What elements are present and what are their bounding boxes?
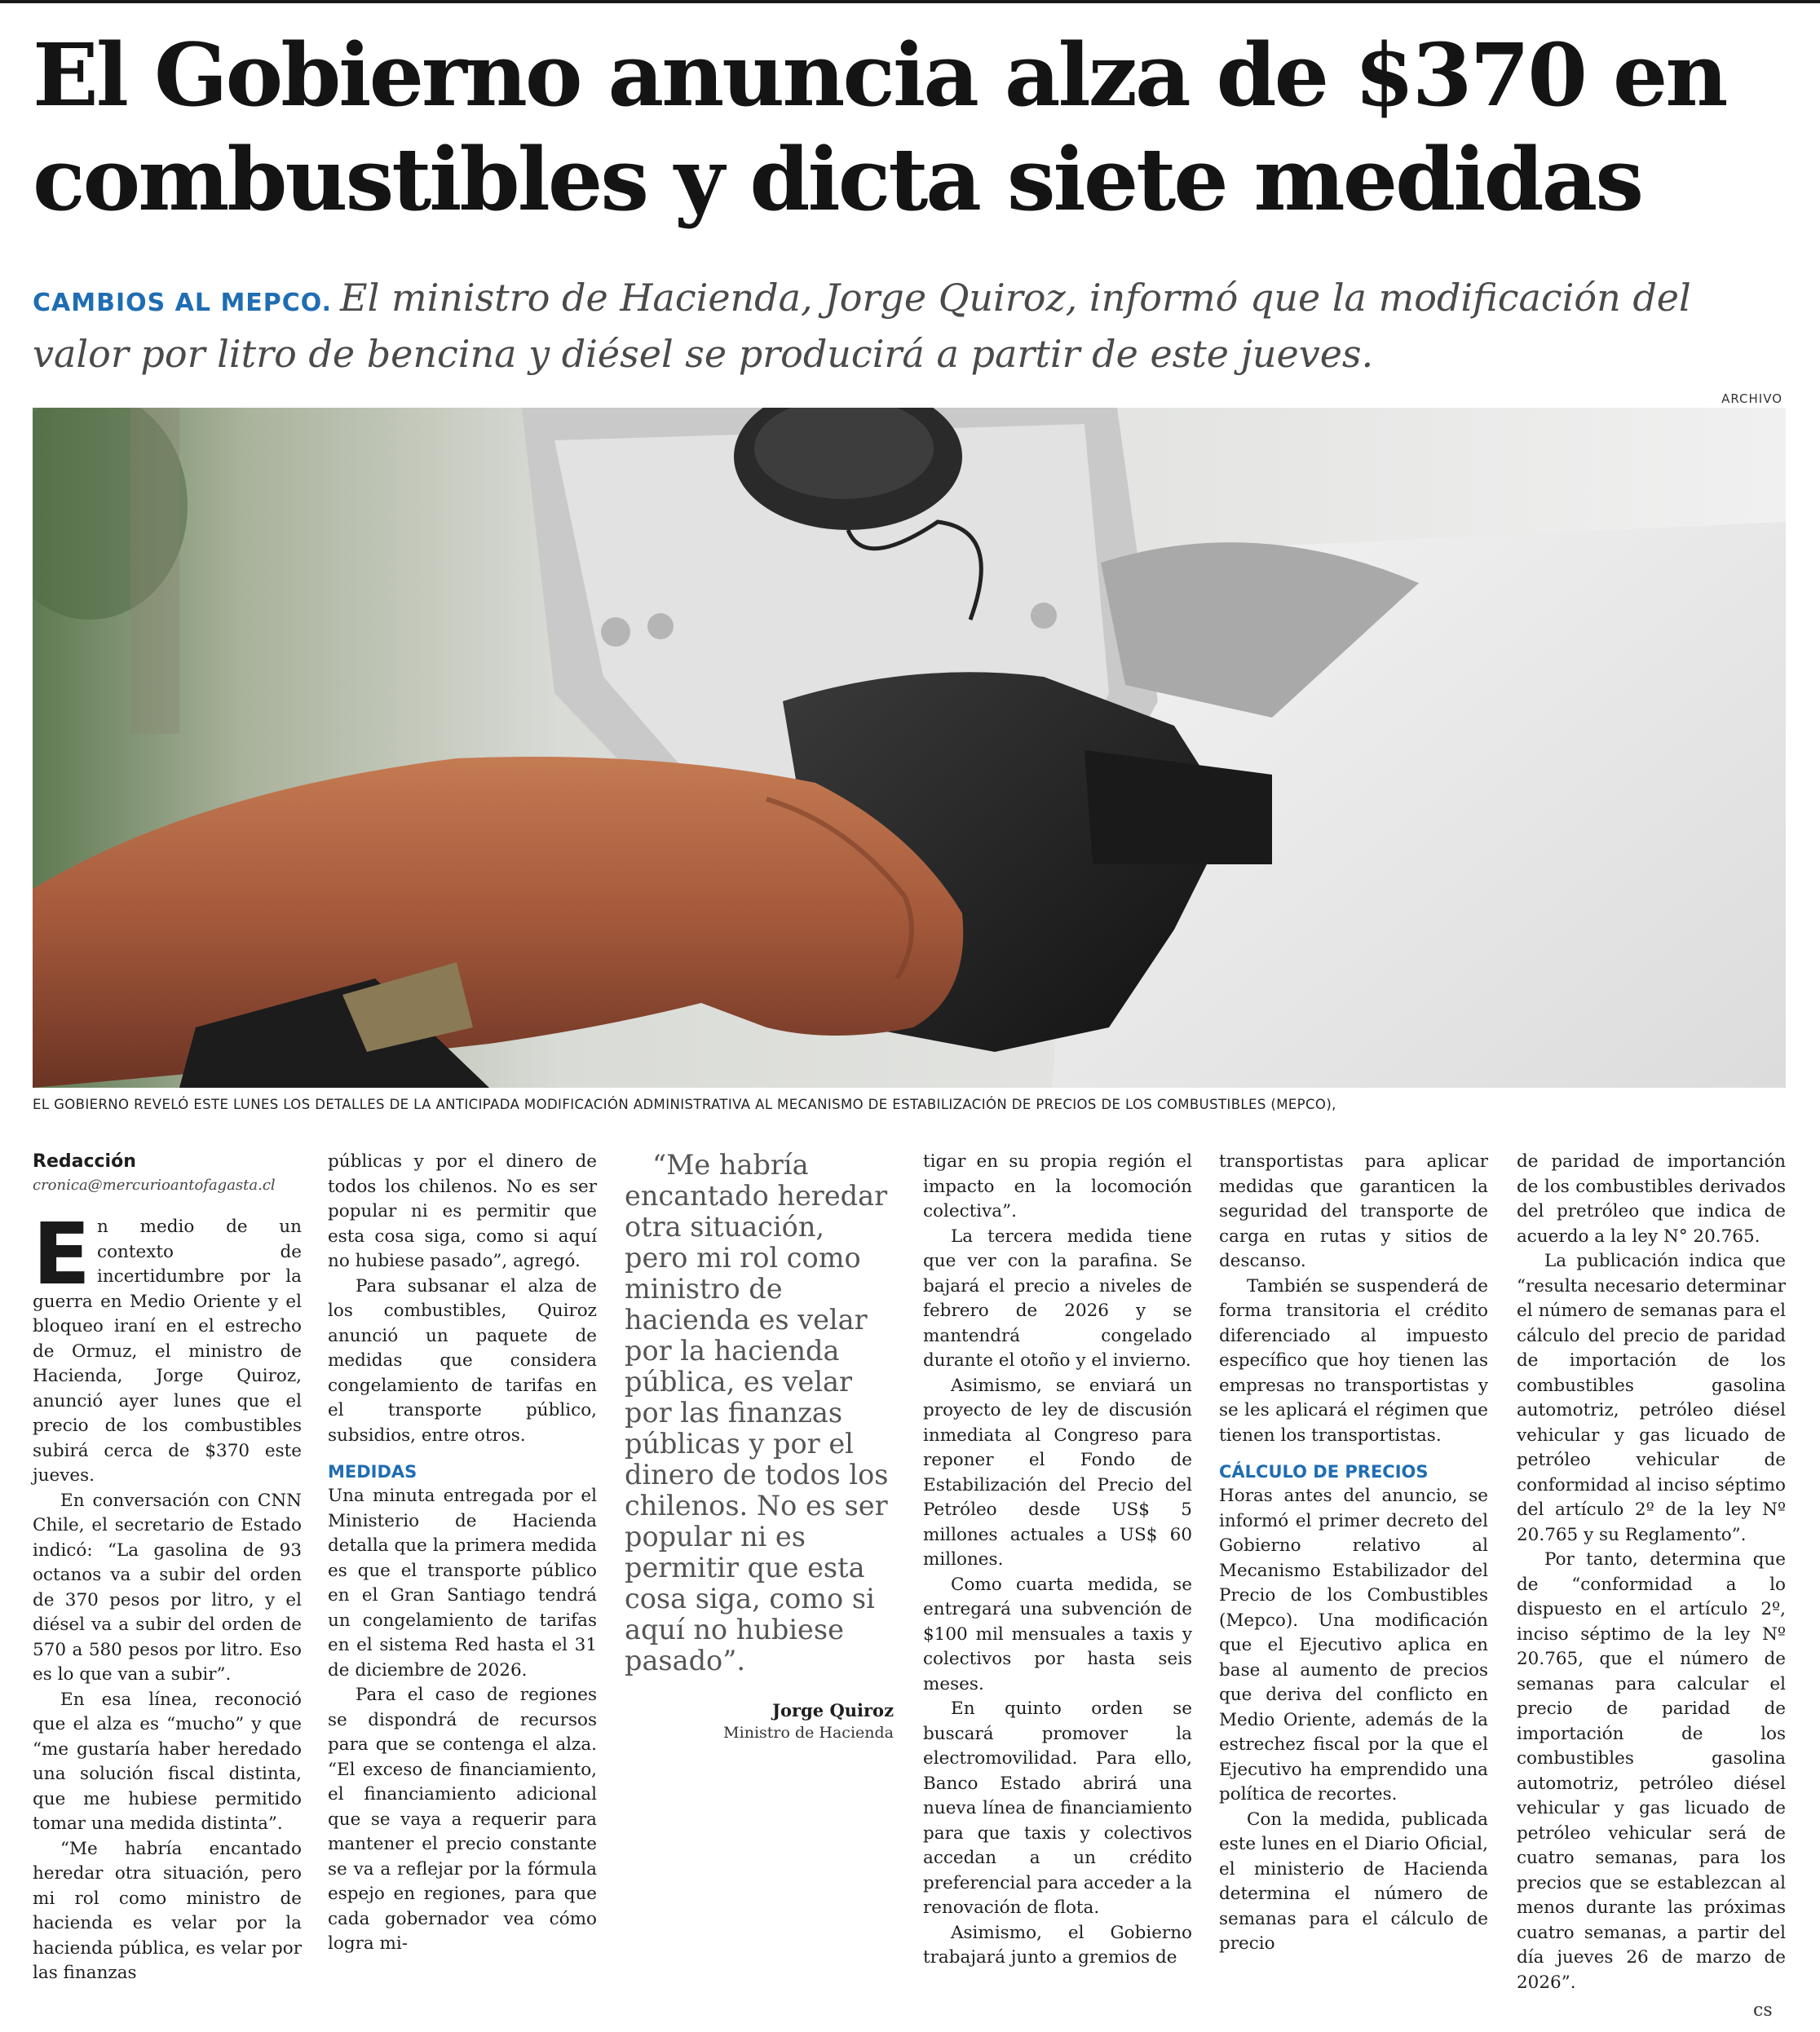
body-paragraph: transportistas para aplicar medidas que garanticen la seguridad del transporte de carga en rutas y sitios de descanso. bbox=[1219, 1151, 1488, 1271]
top-rule bbox=[0, 0, 1820, 3]
subhead-calculo-de-precios: CÁLCULO DE PRECIOS bbox=[1219, 1462, 1429, 1482]
column-6 bbox=[1517, 1150, 1786, 1995]
body-paragraph: Asimismo, el Gobierno trabajará junto a gremios de bbox=[923, 1922, 1192, 1968]
body-paragraph: Asimismo, se enviará un proyecto de ley de discusión inmediata al Congreso para reponer el Fondo de Estabilización del Precio del Petróleo desde US$ 5 millones actuales a US$ 60 millones. bbox=[923, 1375, 1192, 1570]
body-paragraph: de paridad de importanción de los combustibles derivados del pretróleo que indica de acuerdo a la ley N° 20.765. bbox=[1517, 1151, 1786, 1247]
body-paragraph: En conversación con CNN Chile, el secretario de Estado indicó: “La gasolina de 93 octanos va a subir del orden de 370 pesos por litro, y el diésel va a subir del orden de 570 a 580 pesos por litro. Eso es lo que van a subir”. bbox=[33, 1490, 302, 1685]
lead-text: n medio de un contexto de incertidumbre por la guerra en Medio Oriente y el bloqueo iraní en el estrecho de Ormuz, el ministro de Hacienda, Jorge Quiroz, anunció ayer lunes que el precio de los combustibles subirá cerca de $370 este jueves. bbox=[33, 1217, 302, 1486]
column-1 bbox=[33, 1150, 302, 1986]
body-paragraph: Como cuarta medida, se entregará una subvención de $100 mil mensuales a taxis y colectivos por hasta seis meses. bbox=[923, 1574, 1192, 1694]
column-2 bbox=[328, 1150, 597, 1957]
fuel-nozzle-illustration bbox=[33, 408, 1786, 1088]
subhead-medidas: MEDIDAS bbox=[328, 1462, 417, 1482]
column-5 bbox=[1219, 1150, 1488, 1957]
kicker: CAMBIOS AL MEPCO. bbox=[33, 289, 333, 317]
body-paragraph: Por tanto, determina que de “conformidad a lo dispuesto en el artículo 2º, inciso séptimo de la ley Nº 20.765, que el número de semanas para calcular el precio de paridad de importación de los combustibles gasolina automotriz, petróleo diésel vehicular y gas licuado de petróleo vehicular será de cuatro semanas, para los precios que se establezcan al menos durante las próximas cuatro semanas, a partir del día jueves 26 de marzo de 2026”. bbox=[1517, 1549, 1786, 1993]
byline-email[interactable]: cronica@mercurioantofagasta.cl bbox=[33, 1177, 276, 1194]
pull-quote-column bbox=[625, 1150, 894, 1743]
body-paragraph: La tercera medida tiene que ver con la parafina. Se bajará el precio a niveles de febrero de 2026 y se mantendrá congelado durante el otoño y el invierno. bbox=[923, 1226, 1192, 1371]
drop-cap: E bbox=[33, 1204, 91, 1304]
lead-paragraph bbox=[33, 1204, 302, 1489]
pull-quote-role: Ministro de Hacienda bbox=[723, 1724, 894, 1742]
body-paragraph: En quinto orden se buscará promover la electromovilidad. Para ello, Banco Estado abrirá una nueva línea de financiamiento para que taxis y colectivos accedan a un crédito preferencial para acceder a la renovación de flota. bbox=[923, 1698, 1192, 1918]
body-paragraph: Con la medida, publicada este lunes en el Diario Oficial, el ministerio de Hacienda determina el número de semanas para el cálculo de precio bbox=[1219, 1809, 1488, 1954]
body-paragraph: También se suspenderá de forma transitoria el crédito diferenciado al impuesto específico que hoy tienen las empresas no transportistas y se les aplicará el régimen que tienen los transportistas. bbox=[1219, 1275, 1488, 1446]
end-of-article-mark: cs bbox=[1753, 2000, 1773, 2021]
body-paragraph: Para el caso de regiones se dispondrá de recursos para que se contenga el alza. “El exceso de financiamiento, el financiamiento adicional que se vaya a requerir para mantener el precio constante se va a reflejar por la fórmula espejo en regiones, para que cada gobernador vea cómo logra mi- bbox=[328, 1685, 597, 1954]
pull-quote: “Me habría encantado heredar otra situación, pero mi rol como ministro de hacienda es velar por la hacienda pública, es velar por las finanzas públicas y por el dinero de todos los chilenos. No es ser popular ni es permitir que esta cosa siga, como si aquí no hubiese pasado”. bbox=[625, 1149, 889, 1676]
deck bbox=[33, 272, 1794, 379]
body-paragraph: Una minuta entregada por el Ministerio de Hacienda detalla que la primera medida es que el transporte público en el Gran Santiago tendrá un congelamiento de tarifas en el sistema Red hasta el 31 de diciembre de 2026. bbox=[328, 1486, 597, 1681]
body-paragraph: Para subsanar el alza de los combustibles, Quiroz anunció un paquete de medidas que considera congelamiento de tarifas en el transporte público, subsidios, entre otros. bbox=[328, 1275, 597, 1446]
byline: Redacción bbox=[33, 1151, 136, 1172]
headline: El Gobierno anuncia alza de $370 en combustibles y dicta siete medidas bbox=[33, 24, 1726, 230]
photo-caption: EL GOBIERNO REVELÓ ESTE LUNES LOS DETALLES DE LA ANTICIPADA MODIFICACIÓN ADMINISTRATIVA AL MECANISMO DE ESTABILIZACIÓN DE PRECIOS DE LOS COMBUSTIBLES (MEPCO), bbox=[33, 1097, 1336, 1112]
body-paragraph: Horas antes del anuncio, se informó el primer decreto del Gobierno relativo al Mecanismo Estabilizador del Precio de los Combustibles (Mepco). Una modificación que el Ejecutivo aplica en base al aumento de precios que deriva del conflicto en Medio Oriente, además de la estrechez fiscal por la que el Ejecutivo ha emprendido una política de recortes. bbox=[1219, 1486, 1488, 1805]
deck-text: El ministro de Hacienda, Jorge Quiroz, informó que la modificación del valor por litro de bencina y diésel se producirá a partir de este jueves. bbox=[33, 276, 1691, 376]
body-paragraph: “Me habría encantado heredar otra situación, pero mi rol como ministro de hacienda es velar por la hacienda pública, es velar por las finanzas bbox=[33, 1838, 302, 1983]
fuel-nozzle-photo bbox=[33, 408, 1786, 1088]
photo-credit: ARCHIVO bbox=[1721, 391, 1782, 406]
body-paragraph: En esa línea, reconoció que el alza es “mucho” y que “me gustaría haber heredado una solución fiscal distinta, que me hubiese permitido tomar una medida distinta”. bbox=[33, 1689, 302, 1834]
column-4 bbox=[923, 1150, 1192, 1971]
body-paragraph: tigar en su propia región el impacto en la locomoción colectiva”. bbox=[923, 1151, 1192, 1221]
body-paragraph: La publicación indica que “resulta necesario determinar el número de semanas para el cálculo del precio de paridad de importación de los combustibles gasolina automotriz, petróleo diésel vehicular y gas licuado de petróleo vehicular de conformidad al inciso séptimo del artículo 2º de la ley Nº 20.765 y su Reglamento”. bbox=[1517, 1251, 1786, 1545]
body-paragraph: públicas y por el dinero de todos los chilenos. No es ser popular ni es permitir que esta cosa siga, como si aquí no hubiese pasado”, agregó. bbox=[328, 1151, 597, 1271]
pull-quote-author: Jorge Quiroz bbox=[772, 1700, 894, 1721]
